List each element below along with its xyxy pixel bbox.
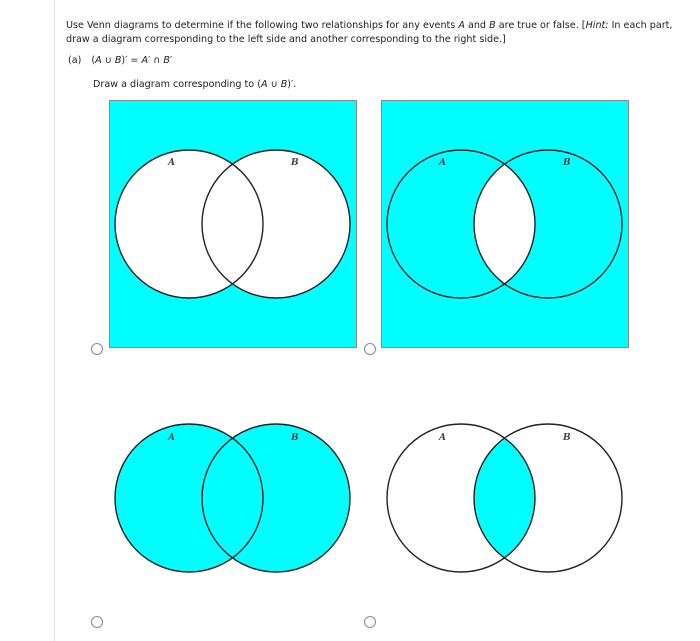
event-a: A xyxy=(458,20,465,31)
option-4-radio[interactable] xyxy=(364,616,376,628)
venn-diagram-complement-intersection xyxy=(381,100,629,348)
circle-b-fill xyxy=(202,150,350,298)
set-a-label: A xyxy=(168,158,175,168)
intro-text: Use Venn diagrams to determine if the following two relationships for any events xyxy=(66,20,459,31)
diagram-prompt xyxy=(93,79,296,91)
option-2-radio[interactable] xyxy=(364,343,376,355)
part-a-equation xyxy=(91,55,172,66)
prompt-a: A xyxy=(260,79,268,90)
prompt-close: )′. xyxy=(287,79,297,90)
prompt-text: Draw a diagram corresponding to xyxy=(93,79,258,90)
intersection-fill xyxy=(474,438,535,557)
venn-diagram-intersection xyxy=(381,374,629,622)
eq-a: A xyxy=(95,55,102,66)
set-b-label: B xyxy=(291,433,299,443)
venn-diagram-union xyxy=(109,374,357,622)
part-a-label: (a) xyxy=(68,55,82,66)
set-b-label: B xyxy=(563,158,571,168)
intro-text-2: are true or false. [ xyxy=(495,20,586,31)
venn-option-1[interactable] xyxy=(109,100,357,348)
eq-intersect: ′ ∩ xyxy=(148,55,164,66)
prompt-open: ( xyxy=(257,79,261,90)
venn-option-3[interactable] xyxy=(109,374,357,622)
prompt-union: ∪ xyxy=(267,79,281,90)
hint-label: Hint: xyxy=(585,20,609,31)
set-a-label: A xyxy=(439,433,446,443)
eq-close: )′ = xyxy=(121,55,142,66)
set-b-label: B xyxy=(291,158,299,168)
event-b: B xyxy=(489,20,496,31)
eq-a-complement: A xyxy=(141,55,149,66)
intro-and: and xyxy=(464,20,490,31)
option-1-radio[interactable] xyxy=(91,343,103,355)
content-left-border xyxy=(54,0,55,641)
hint-text: In each part, draw a diagram corresponding to the left side and another corresponding to the right side.] xyxy=(66,20,673,45)
eq-prime: ′ xyxy=(169,55,173,66)
set-a-label: A xyxy=(439,158,446,168)
question-intro xyxy=(66,19,676,47)
set-b-label: B xyxy=(563,433,571,443)
circle-b-fill xyxy=(202,424,350,572)
eq-union: ∪ xyxy=(101,55,115,66)
venn-option-4[interactable] xyxy=(381,374,629,622)
prompt-b: B xyxy=(280,79,288,90)
option-3-radio[interactable] xyxy=(91,616,103,628)
eq-b-complement: B xyxy=(163,55,170,66)
venn-option-2[interactable] xyxy=(381,100,629,348)
part-a-header xyxy=(68,55,172,67)
venn-diagram-complement-union xyxy=(109,100,357,348)
set-a-label: A xyxy=(168,433,175,443)
eq-b: B xyxy=(114,55,122,66)
eq-open: ( xyxy=(91,55,96,66)
